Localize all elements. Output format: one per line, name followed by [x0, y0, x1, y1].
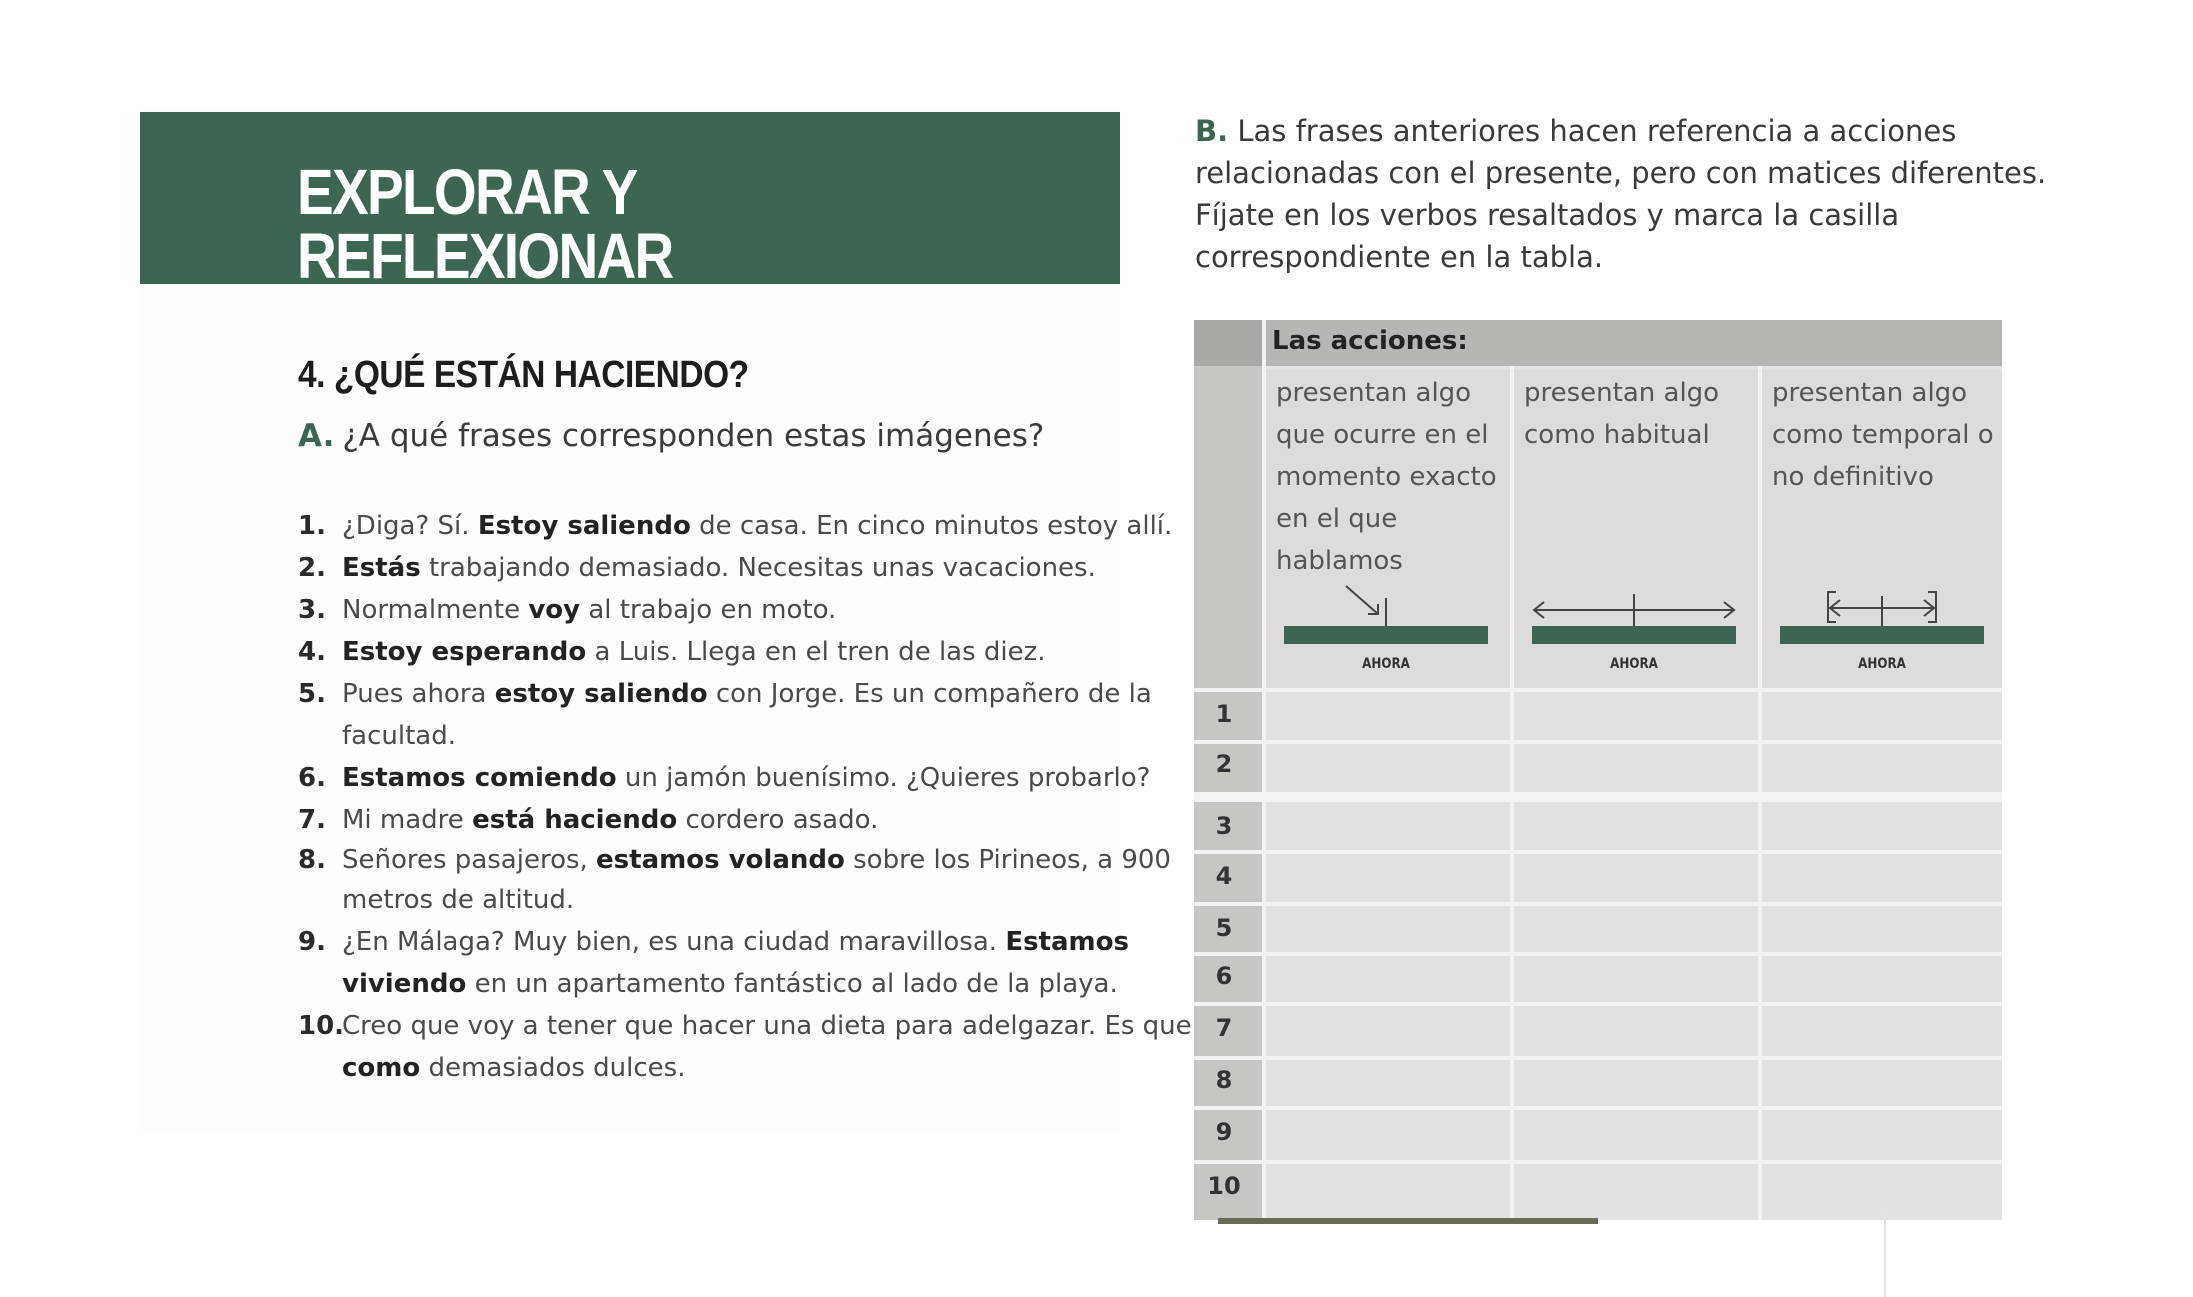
- column-header-habitual: [1514, 370, 1758, 688]
- column-header-now: [1266, 370, 1510, 688]
- question-a: [298, 418, 1044, 454]
- sentence-item: [298, 841, 1198, 879]
- row-separator: [1194, 952, 2002, 956]
- timeline-now: [1284, 578, 1488, 678]
- page-edge-line: [1884, 1215, 1886, 1297]
- question-text: ¿A qué frases corresponden estas imágenes?: [342, 418, 1045, 454]
- sentence-number: 2.: [298, 553, 326, 583]
- page-edge-strip: [1218, 1218, 1598, 1224]
- sentence-item: [298, 589, 1198, 631]
- sentence-number: 1.: [298, 511, 326, 541]
- highlighted-verb: viviendo: [342, 969, 467, 999]
- double-arrow-icon: [1532, 578, 1736, 628]
- sentence-number: 9.: [298, 927, 326, 957]
- sentence-text: cordero asado.: [677, 805, 879, 835]
- row-number: 10: [1207, 1172, 1241, 1200]
- row-separator: [1194, 1002, 2002, 1006]
- instruction-letter: B.: [1195, 114, 1229, 148]
- sentence-number: 4.: [298, 637, 326, 667]
- timeline-label: AHORA: [1858, 656, 1906, 672]
- sentence-item: [298, 757, 1198, 799]
- row-number: 9: [1215, 1118, 1233, 1146]
- section-heading: 4. ¿QUÉ ESTÁN HACIENDO?: [298, 354, 749, 396]
- sentence-text: Normalmente: [342, 595, 529, 625]
- sentence-text: facultad.: [342, 721, 456, 751]
- right-page: [1120, 110, 2140, 1200]
- row-separator: [1194, 792, 2002, 802]
- sentence-text: sobre los Pirineos, a 900: [844, 845, 1171, 875]
- row-number: 7: [1215, 1014, 1233, 1042]
- sentence-list: [298, 505, 1198, 1089]
- sentence-text: Creo que voy a tener que hacer una dieta para adelgazar. Es que: [342, 1011, 1192, 1041]
- classification-table: [1194, 320, 2002, 1220]
- sentence-text: a Luis. Llega en el tren de las diez.: [586, 637, 1046, 667]
- instruction-text: Las frases anteriores hacen referencia a acciones relacionadas con el presente, pero con matices diferentes. Fíjate en los verbos resaltados y marca la casilla correspondiente en la tabla.: [1195, 114, 2047, 274]
- sentence-number: 8.: [298, 845, 326, 875]
- sentence-number: 5.: [298, 679, 326, 709]
- highlighted-verb: está haciendo: [472, 805, 678, 835]
- highlighted-verb: Estamos: [1005, 927, 1129, 957]
- sentence-number: 7.: [298, 805, 326, 835]
- row-number: 4: [1215, 862, 1233, 890]
- highlighted-verb: Estoy saliendo: [477, 511, 691, 541]
- sentence-text: un jamón buenísimo. ¿Quieres probarlo?: [616, 763, 1151, 793]
- row-separator: [1194, 740, 2002, 744]
- bounded-arrow-icon: [1780, 578, 1984, 628]
- row-number: 2: [1215, 750, 1233, 778]
- sentence-text: metros de altitud.: [342, 885, 575, 915]
- sentence-text: Pues ahora: [342, 679, 495, 709]
- sentence-item: [298, 547, 1198, 589]
- highlighted-verb: estamos volando: [596, 845, 845, 875]
- sentence-item: [298, 673, 1198, 715]
- left-page: [140, 110, 1192, 1130]
- highlighted-verb: Estamos comiendo: [342, 763, 617, 793]
- row-number: 5: [1215, 914, 1233, 942]
- question-letter: A.: [298, 418, 335, 454]
- sentence-item: [298, 505, 1198, 547]
- sentence-text: Señores pasajeros,: [342, 845, 597, 875]
- row-number: 3: [1215, 812, 1233, 840]
- column-header-temporal: [1762, 370, 2002, 688]
- timeline-label: AHORA: [1362, 656, 1410, 672]
- section-banner: [140, 112, 1120, 292]
- sentence-text: con Jorge. Es un compañero de la: [707, 679, 1152, 709]
- arrow-to-now-icon: [1284, 578, 1488, 628]
- sentence-text: en un apartamento fantástico al lado de la playa.: [466, 969, 1118, 999]
- sentence-text: demasiados dulces.: [420, 1053, 686, 1083]
- row-separator: [1194, 1160, 2002, 1164]
- highlighted-verb: voy: [528, 595, 581, 625]
- row-separator: [1194, 1056, 2002, 1060]
- instruction-b: [1195, 110, 2105, 278]
- sentence-item: [298, 1005, 1198, 1047]
- sentence-item: [298, 631, 1198, 673]
- sentence-item: [298, 921, 1198, 963]
- sentence-text: ¿Diga? Sí.: [342, 511, 478, 541]
- row-separator: [1194, 688, 2002, 692]
- timeline-bar: [1532, 626, 1736, 644]
- column-description: presentan algo que ocurre en el momento exacto en el que hablamos: [1276, 378, 1497, 576]
- column-description: presentan algo como habitual: [1524, 378, 1720, 450]
- sentence-text: Mi madre: [342, 805, 473, 835]
- table-corner: [1194, 320, 1266, 366]
- timeline-label: AHORA: [1610, 656, 1658, 672]
- sentence-number: 3.: [298, 595, 326, 625]
- sentence-text: al trabajo en moto.: [580, 595, 837, 625]
- timeline-bar: [1284, 626, 1488, 644]
- row-separator: [1194, 1106, 2002, 1110]
- sentence-text: trabajando demasiado. Necesitas unas vacaciones.: [420, 553, 1096, 583]
- banner-title: EXPLORAR Y REFLEXIONAR: [297, 156, 673, 292]
- timeline-bar: [1780, 626, 1984, 644]
- column-description: presentan algo como temporal o no definitivo: [1772, 378, 1994, 492]
- row-separator: [1194, 850, 2002, 854]
- highlighted-verb: estoy saliendo: [494, 679, 708, 709]
- highlighted-verb: Estoy esperando: [342, 637, 587, 667]
- row-number: 1: [1215, 700, 1233, 728]
- sentence-continuation: [298, 715, 1198, 757]
- highlighted-verb: como: [342, 1053, 421, 1083]
- table-header: [1194, 320, 2002, 366]
- table-header-label: Las acciones:: [1272, 326, 1468, 356]
- sentence-text: de casa. En cinco minutos estoy allí.: [690, 511, 1173, 541]
- row-number: 8: [1215, 1066, 1233, 1094]
- sentence-continuation: [298, 1047, 1198, 1089]
- sentence-text: ¿En Málaga? Muy bien, es una ciudad maravillosa.: [342, 927, 1006, 957]
- highlighted-verb: Estás: [342, 553, 421, 583]
- timeline-temporal: [1780, 578, 1984, 678]
- sentence-number: 6.: [298, 763, 326, 793]
- sentence-continuation: [298, 879, 1198, 921]
- sentence-item: [298, 799, 1198, 841]
- sentence-number: 10.: [298, 1011, 345, 1041]
- row-number: 6: [1215, 962, 1233, 990]
- sentence-continuation: [298, 963, 1198, 1005]
- row-separator: [1194, 902, 2002, 906]
- timeline-habitual: [1532, 578, 1736, 678]
